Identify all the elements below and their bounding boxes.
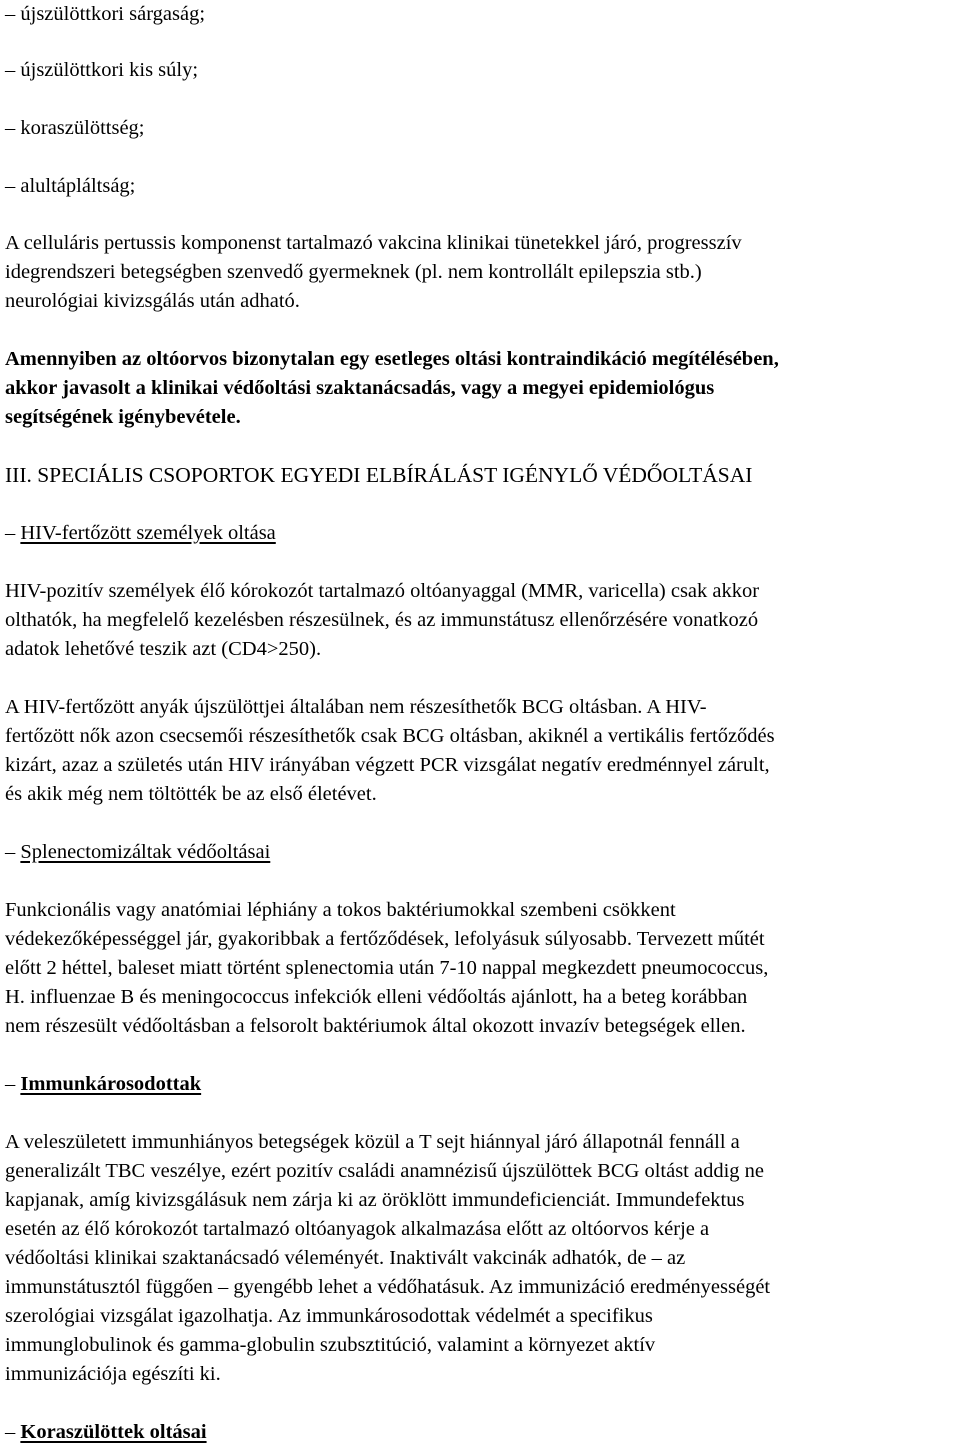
paragraph-line: nem részesült védőoltásban a felsorolt baktériumok által okozott invazív betegségek ellen. [5, 1015, 746, 1037]
paragraph-line: fertőzött nők azon csecsemői részesíthetők csak BCG oltásban, akiknél a vertikális fertőződés [5, 725, 775, 747]
heading-dash: – [5, 841, 16, 863]
bold-paragraph-line: Amennyiben az oltóorvos bizonytalan egy esetleges oltási kontraindikáció megítélésében, [5, 348, 779, 370]
heading-text: Splenectomizáltak védőoltásai [20, 841, 271, 863]
heading-text: Immunkárosodottak [20, 1073, 202, 1095]
subsection-heading-immunocompromised [5, 1070, 201, 1099]
bold-paragraph-line: akkor javasolt a klinikai védőoltási szaktanácsadás, vagy a megyei epidemiológus [5, 377, 715, 399]
paragraph-line: esetén az élő kórokozót tartalmazó oltóanyagok alkalmazása előtt az oltóorvos kérje a [5, 1218, 710, 1240]
paragraph-line: HIV-pozitív személyek élő kórokozót tartalmazó oltóanyaggal (MMR, varicella) csak akkor [5, 580, 760, 602]
heading-dash: – [5, 522, 16, 544]
paragraph-line: idegrendszeri betegségben szenvedő gyermeknek (pl. nem kontrollált epilepszia stb.) [5, 261, 702, 283]
subsection-heading-splenectomy [5, 838, 270, 867]
paragraph-line: kapjanak, amíg kivizsgálásuk nem zárja ki az öröklött immundeficienciát. Immundefektus [5, 1189, 745, 1211]
paragraph-line: A celluláris pertussis komponenst tartalmazó vakcina klinikai tünetekkel járó, progresszív [5, 232, 742, 254]
paragraph-line: H. influenzae B és meningococcus infekciók elleni védőoltás ajánlott, ha a beteg korábban [5, 986, 748, 1008]
paragraph-line: olthatók, ha megfelelő kezelésben részesülnek, és az immunstátusz ellenőrzésére vonatkozó [5, 609, 759, 631]
bullet-item: – alultápláltság; [5, 175, 136, 197]
subsection-heading-premature [5, 1418, 207, 1447]
paragraph-line: kizárt, azaz a születés után HIV irányában végzett PCR vizsgálat negatív eredménnyel zárult, [5, 754, 770, 776]
heading-dash: – [5, 1421, 16, 1443]
paragraph-line: A HIV-fertőzött anyák újszülöttjei általában nem részesíthetők BCG oltásban. A HIV- [5, 696, 707, 718]
heading-text: HIV-fertőzött személyek oltása [20, 522, 276, 544]
paragraph-line: A veleszületett immunhiányos betegségek közül a T sejt hiánnyal járó állapotnál fennáll a [5, 1131, 740, 1153]
paragraph-line: generalizált TBC veszélye, ezért pozitív családi anamnézisű újszülöttek BCG oltást addig ne [5, 1160, 765, 1182]
paragraph-line: előtt 2 héttel, baleset miatt történt splenectomia után 7-10 nappal megkezdett pneumococcus, [5, 957, 769, 979]
paragraph-line: neurológiai kivizsgálás után adható. [5, 290, 300, 312]
paragraph-line: immunstátusztól függően – gyengébb lehet a védőhatásuk. Az immunizáció eredményességét [5, 1276, 771, 1298]
paragraph-line: immunizációja egészíti ki. [5, 1363, 221, 1385]
bold-paragraph-line: segítségének igénybevétele. [5, 406, 241, 428]
paragraph-line: védekezőképességgel jár, gyakoribbak a fertőződések, lefolyásuk súlyosabb. Tervezett műtét [5, 928, 765, 950]
heading-text: Koraszülöttek oltásai [20, 1421, 207, 1443]
paragraph-line: szerológiai vizsgálat igazolhatja. Az immunkárosodottak védelmét a specifikus [5, 1305, 653, 1327]
paragraph-line: és akik még nem töltötték be az első életévet. [5, 783, 377, 805]
bullet-item: – újszülöttkori sárgaság; [5, 3, 206, 25]
subsection-heading-hiv [5, 519, 276, 548]
section-title: III. SPECIÁLIS CSOPORTOK EGYEDI ELBÍRÁLÁST IGÉNYLŐ VÉDŐOLTÁSAI [5, 463, 753, 487]
paragraph-line: Funkcionális vagy anatómiai léphiány a tokos baktériumokkal szembeni csökkent [5, 899, 676, 921]
bullet-item: – újszülöttkori kis súly; [5, 59, 199, 81]
bullet-item: – koraszülöttség; [5, 117, 145, 139]
paragraph-line: adatok lehetővé teszik azt (CD4>250). [5, 638, 322, 660]
heading-dash: – [5, 1073, 16, 1095]
paragraph-line: védőoltási klinikai szaktanácsadó véleményét. Inaktivált vakcinák adhatók, de – az [5, 1247, 686, 1269]
paragraph-line: immunglobulinok és gamma-globulin szubsztitúció, valamint a környezet aktív [5, 1334, 656, 1356]
